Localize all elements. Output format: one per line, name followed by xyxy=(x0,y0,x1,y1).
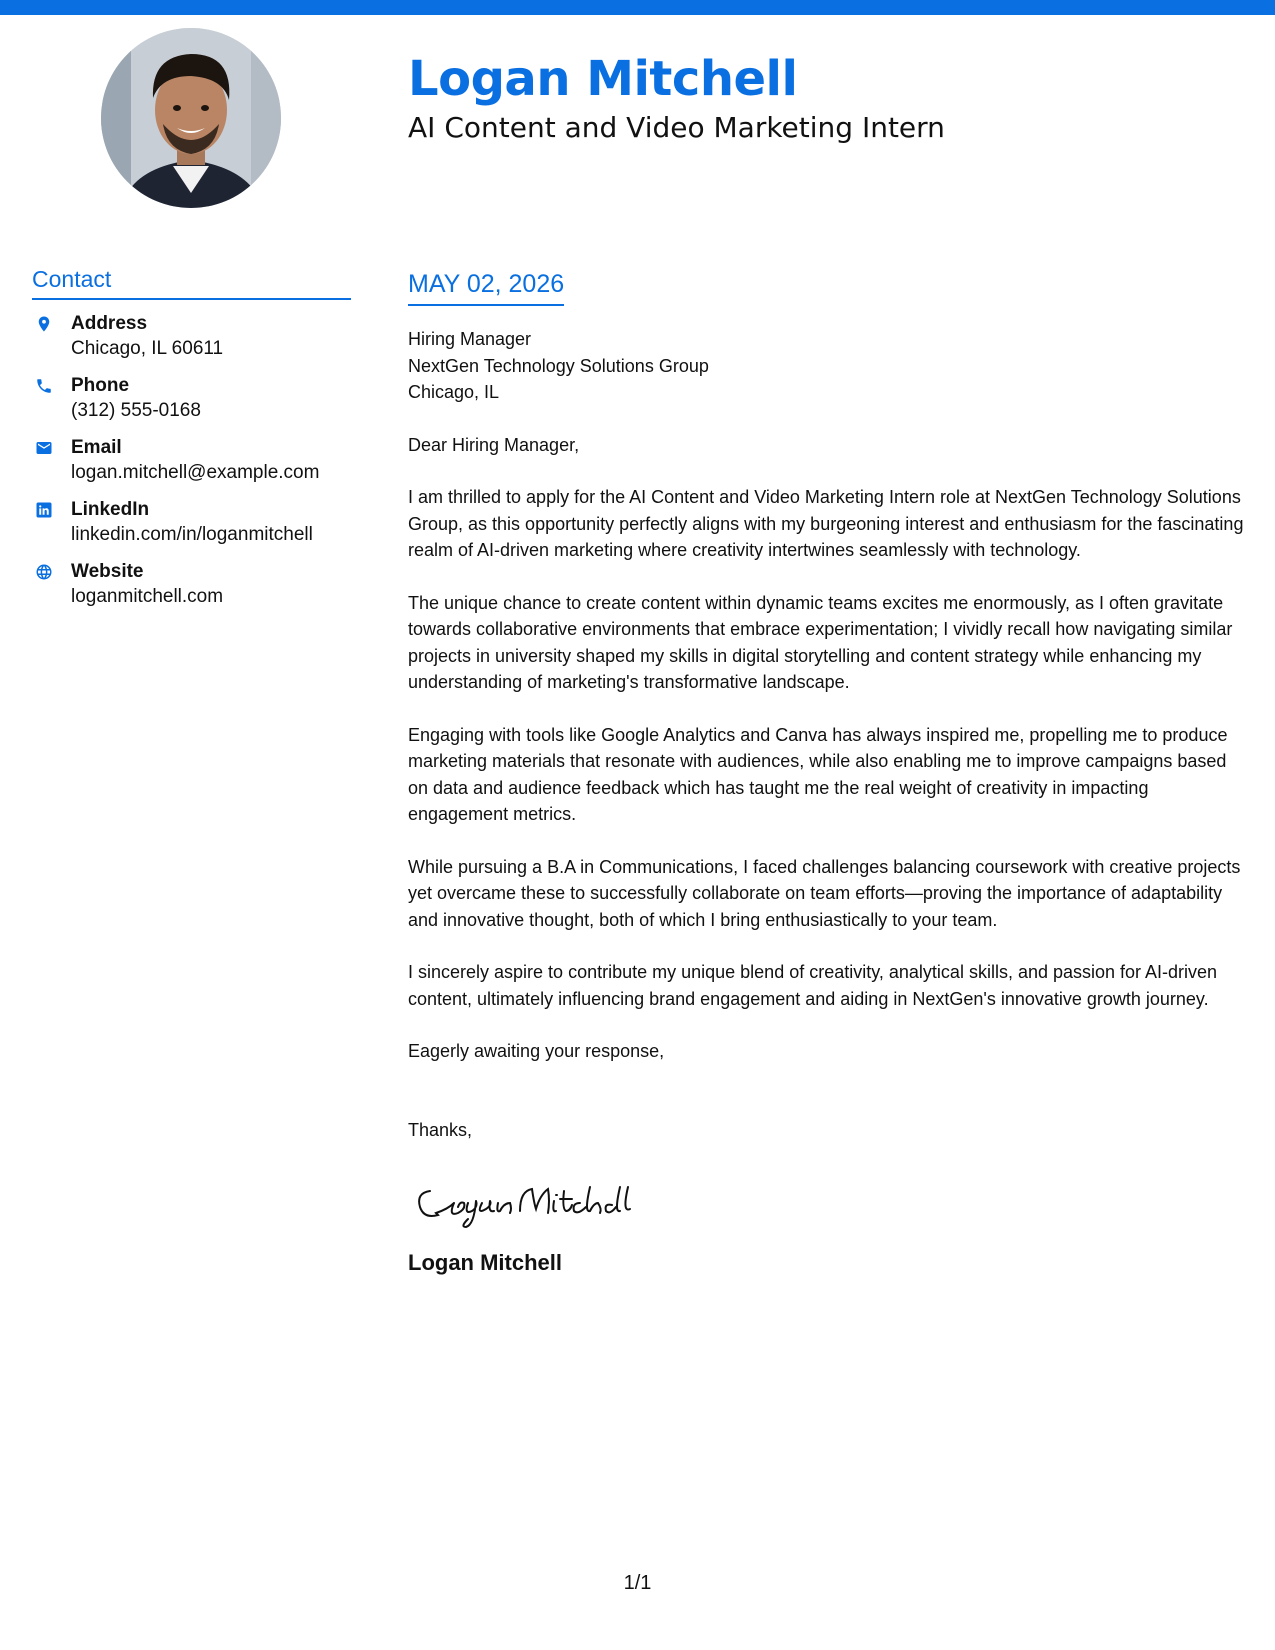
contact-label: Phone xyxy=(71,375,130,396)
date-block xyxy=(408,268,564,306)
recipient-block xyxy=(408,326,1248,406)
contact-item-phone xyxy=(32,374,351,423)
contact-item-linkedin xyxy=(32,498,351,547)
contact-item-email xyxy=(32,436,351,485)
contact-label: LinkedIn xyxy=(71,499,150,520)
body-paragraph: I sincerely aspire to contribute my unique blend of creativity, analytical skills, and passion for AI-driven content, ultimately influencing brand engagement and aiding in NextGen's innovative growth journey. xyxy=(408,962,1218,1009)
recipient-line: NextGen Technology Solutions Group xyxy=(408,355,709,376)
body-paragraph: Engaging with tools like Google Analytics and Canva has always inspired me, propelling me to produce marketing materials that resonate with audiences, while also enabling me to improve campaigns based on data and audience feedback which has taught me the real weight of creativity in impacting engagement metrics. xyxy=(408,724,1228,824)
applicant-name: Logan Mitchell xyxy=(408,51,798,107)
globe-icon xyxy=(35,563,53,581)
contact-value[interactable]: loganmitchell.com xyxy=(71,586,224,607)
body-paragraph: The unique chance to create content within dynamic teams excites me enormously, as I often gravitate towards collaborative environments that embrace experimentation; I vividly recall how navigating similar projects in university shaped my skills in digital storytelling and content strategy while enhancing my understanding of marketing's transformative landscape. xyxy=(408,592,1233,692)
location-pin-icon xyxy=(35,315,53,333)
phone-icon xyxy=(35,377,53,395)
top-accent-bar xyxy=(0,0,1275,15)
contact-label: Address xyxy=(71,313,148,334)
letter-body xyxy=(408,268,1248,1277)
recipient-line: Chicago, IL xyxy=(408,382,500,402)
letter-date: MAY 02, 2026 xyxy=(408,270,565,298)
contact-item-website xyxy=(32,560,351,609)
contact-value[interactable]: logan.mitchell@example.com xyxy=(71,462,320,483)
thanks-line: Thanks, xyxy=(408,1119,473,1140)
contact-list xyxy=(32,312,351,609)
handwritten-signature xyxy=(408,1173,648,1233)
body-paragraph: I am thrilled to apply for the AI Content and Video Marketing Intern role at NextGen Technology Solutions Group, as this opportunity perfectly aligns with my burgeoning interest and enthusiasm for the fascinating realm of AI-driven marketing where creativity intertwines seamlessly with technology. xyxy=(408,487,1244,560)
contact-label: Website xyxy=(71,561,144,582)
contact-label: Email xyxy=(71,437,122,458)
contact-value: Chicago, IL 60611 xyxy=(71,338,224,359)
contact-item-address xyxy=(32,312,351,361)
contact-value[interactable]: (312) 555-0168 xyxy=(71,400,201,421)
applicant-job-title: AI Content and Video Marketing Intern xyxy=(408,111,945,144)
contact-sidebar xyxy=(32,264,351,622)
profile-photo xyxy=(101,28,281,208)
email-icon xyxy=(35,439,53,457)
profile-photo-graphic xyxy=(101,28,281,208)
signer-name: Logan Mitchell xyxy=(408,1250,562,1275)
closing-line: Eagerly awaiting your response, xyxy=(408,1041,665,1061)
contact-heading: Contact xyxy=(32,264,351,300)
page-number: 1/1 xyxy=(623,1572,652,1594)
salutation: Dear Hiring Manager, xyxy=(408,434,580,455)
linkedin-icon xyxy=(35,501,53,519)
recipient-line: Hiring Manager xyxy=(408,329,532,349)
signature-graphic xyxy=(408,1173,648,1233)
contact-value[interactable]: linkedin.com/in/loganmitchell xyxy=(71,524,313,545)
body-paragraph: While pursuing a B.A in Communications, I faced challenges balancing coursework with creative projects yet overcame these to successfully collaborate on team efforts—proving the importance of adaptability and innovative thought, both of which I bring enthusiastically to your team. xyxy=(408,856,1241,930)
